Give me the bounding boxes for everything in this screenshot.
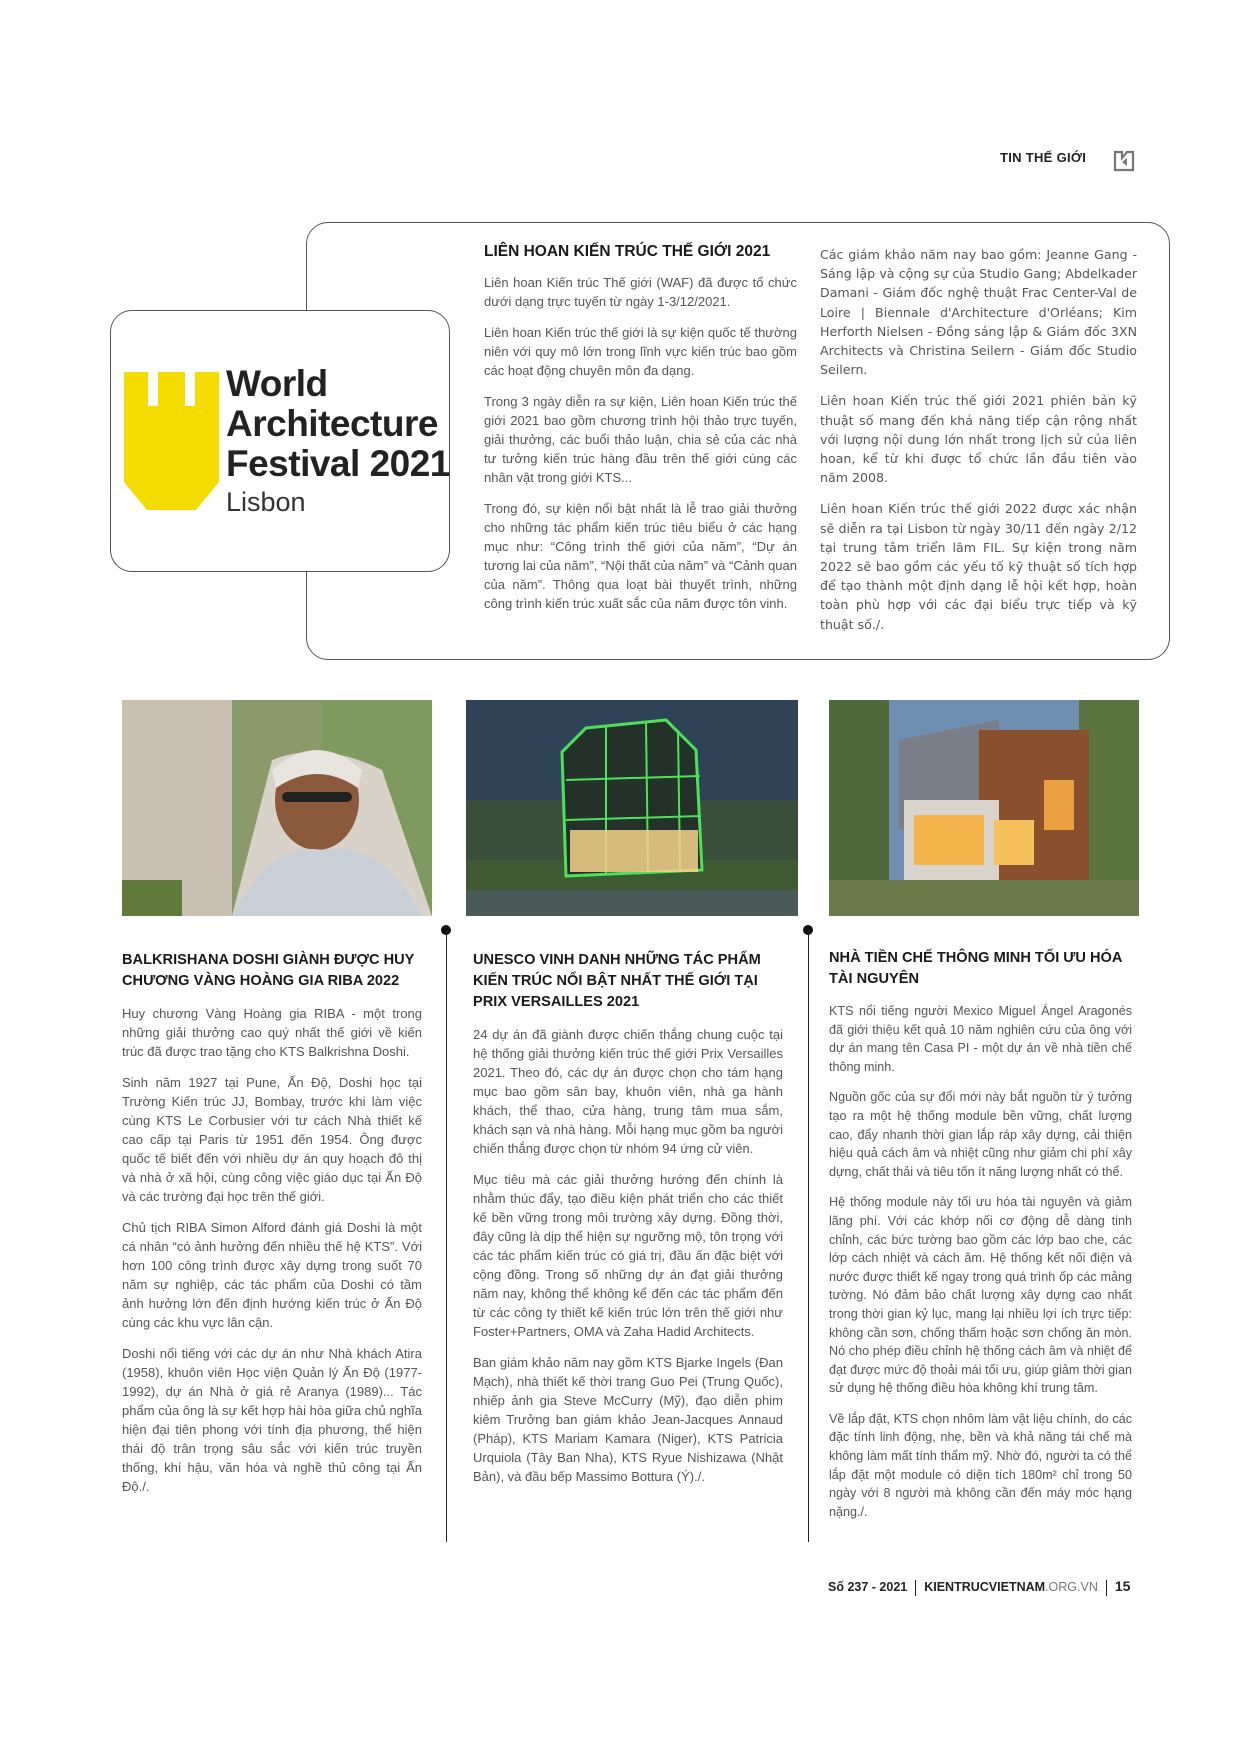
paragraph: KTS nổi tiếng người Mexico Miguel Ángel Aragonés đã giới thiệu kết quả 10 năm nghiên cứu của ông với dự án mang tên Casa PI - một dự án về nhà tiền chế thông minh. (829, 1004, 1132, 1074)
paragraph: Liên hoan Kiến trúc thế giới 2021 phiên bản kỹ thuật số mang đến khả năng tiếp cận rộng nhất với lượng nội dung lớn nhất trong lịch sử của liên hoan, kể từ khi được tổ chức lần đầu tiên vào năm 2008. (820, 393, 1137, 486)
feature-title: LIÊN HOAN KIẾN TRÚC THẾ GIỚI 2021 (484, 243, 771, 260)
paragraph: Các giám khảo năm nay bao gồm: Jeanne Gang - Sáng lập và cộng sự của Studio Gang; Abdelkader Damani - Giám đốc nghệ thuật Frac Center-Val de Loire | Biennale d'Architecture d'Orléans; Kim Herforth Nielsen - Đồng sáng lập & Giám đốc 3XN Architects và Christina Seilern - Giám đốc Studio Seilern. (820, 247, 1137, 378)
versailles-building-photo (466, 700, 798, 916)
paragraph: Liên hoan Kiến trúc Thế giới (WAF) đã được tổ chức dưới dạng trực tuyến từ ngày 1-3/12/2021. (484, 275, 797, 309)
waf-logo-mark (124, 372, 219, 510)
paragraph: Hệ thống module này tối ưu hóa tài nguyên và giảm lãng phí. Với các khớp nối cơ động dễ dàng tinh chỉnh, các bức tường bao gồm các lớp bao che, các lớp cách nhiệt và cách âm. Hệ thống kết nối điện và nước được thiết kế ngay trong quá trình ốp các mảng tường. Nó đảm bảo chất lượng xây dựng cao nhất trong thời gian kỷ lục, mang lại nhiều lợi ích trực tiếp: không cần sơn, chống thấm hoặc sơn chống ăn mòn. Nó cho phép điều chỉnh hệ thống cách âm và nhiệt để đạt được mức độ thoải mái tối ưu, giúp giảm thời gian sử dụng hệ thống điều hòa không khí trung tâm. (829, 1195, 1132, 1396)
article-title: UNESCO VINH DANH NHỮNG TÁC PHẨM KIẾN TRÚC NỔI BẬT NHẤT THẾ GIỚI TẠI PRIX VERSAILLES 2021 (473, 952, 761, 1010)
waf-logo-wordmark (226, 364, 450, 484)
feature-column-2 (820, 245, 1137, 646)
paragraph: Liên hoan Kiến trúc thế giới là sự kiện quốc tế thường niên với quy mô lớn trong lĩnh vực kiến trúc bao gồm các hoạt động chuyên môn đa dạng. (484, 325, 797, 378)
logo-line: Festival 2021 (226, 443, 450, 484)
paragraph: Liên hoan Kiến trúc thế giới 2022 được xác nhận sẽ diễn ra tại Lisbon từ ngày 30/11 đến ngày 2/12 tại trung tâm triển lãm FIL. Sự kiện trong năm 2022 sẽ bao gồm các yếu tố kỹ thuật số tích hợp để tạo thành một định dạng lễ hội kết hợp, hoàn toàn phù hợp với các đại biểu trực tiếp và kỹ thuật số./. (820, 501, 1137, 632)
site-domain: .ORG.VN (1045, 1580, 1098, 1594)
waf-logo-city: Lisbon (226, 487, 306, 517)
page-number: 15 (1114, 1578, 1131, 1594)
article-unesco (473, 950, 783, 1498)
paragraph: Trong đó, sự kiện nổi bật nhất là lễ trao giải thưởng cho những tác phẩm kiến trúc tiêu biểu ở các hạng mục như: “Công trình thế giới của năm”, “Dự án tương lai của năm”, “Nội thất của năm” và “Cảnh quan của năm”. Thông qua loạt bài thuyết trình, những công trình kiến trúc xuất sắc của năm được tôn vinh. (484, 501, 797, 611)
doshi-portrait-photo (122, 700, 432, 916)
page-footer (828, 1578, 1130, 1598)
paragraph: Huy chương Vàng Hoàng gia RIBA - một trong những giải thưởng cao quý nhất thế giới về kiến trúc đã được trao tặng cho KTS Balkrishna Doshi. (122, 1006, 422, 1059)
feature-column-1 (484, 273, 797, 625)
casa-pi-house-photo (829, 700, 1139, 916)
article-casa-pi (829, 948, 1132, 1533)
paragraph: Mục tiêu mà các giải thưởng hướng đến chính là nhằm thúc đẩy, tạo điều kiện phát triển cho các thiết kế bền vững trong môi trường xây dựng. Đồng thời, đây cũng là dịp thể hiện sự ngưỡng mộ, tôn trọng với các tác phẩm kiến trúc có giá trị, đầu ấn đặc biệt với cộng đồng. Trong số những dự án đạt giải thưởng năm nay, không thể không kể đến các tác phẩm đến từ các công ty thiết kế kiến trúc lớn trên thế giới như Foster+Partners, OMA và Zaha Hadid Architects. (473, 1172, 783, 1339)
paragraph: Trong 3 ngày diễn ra sự kiện, Liên hoan Kiến trúc thế giới 2021 bao gồm chương trình hội thảo trực tuyến, giải thưởng, các buổi thảo luận, chia sẻ của các nhà tư tưởng kiến trúc hàng đầu trên thế giới cùng các nhân vật trong giới KTS... (484, 394, 797, 485)
article-title: NHÀ TIỀN CHẾ THÔNG MINH TỐI ƯU HÓA TÀI NGUYÊN (829, 950, 1122, 987)
footer-separator (1106, 1580, 1107, 1596)
paragraph: Về lắp đặt, KTS chọn nhôm làm vật liệu chính, do các đặc tính linh động, nhẹ, bền và khả năng tái chế mà không làm mất tính thẩm mỹ. Nhờ đó, người ta có thể lắp đặt một module có diện tích 180m² chỉ trong 50 ngày với 8 người mà không cần đến máy móc hạng nặng./. (829, 1411, 1132, 1519)
paragraph: Chủ tịch RIBA Simon Alford đánh giá Doshi là một cá nhân “có ảnh hưởng đến nhiều thế hệ KTS”. Với hơn 100 công trình được xây dựng trong suốt 70 năm sự nghiệp, các tác phẩm của Doshi có tầm ảnh hưởng lớn đến định hướng kiến trúc ở Ấn Độ cùng các khu vực lân cận. (122, 1220, 422, 1330)
column-divider (446, 930, 447, 1542)
site-name: KIENTRUCVIETNAM (924, 1580, 1046, 1594)
paragraph: Nguồn gốc của sự đổi mới này bắt nguồn từ ý tưởng tạo ra một hệ thống module bền vững, chất lượng cao, đẩy nhanh thời gian lắp ráp xây dựng, cải thiện hiệu quả cách âm và nhiệt cũng như giảm chi phí xây dựng, chất thải và tiêu tốn ít năng lượng nhất có thể. (829, 1090, 1132, 1179)
logo-line: World (226, 363, 328, 404)
logo-line: Architecture (226, 403, 438, 444)
issue-number: Số 237 - 2021 (828, 1580, 908, 1594)
column-divider (808, 930, 809, 1542)
paragraph: Ban giám khảo năm nay gồm KTS Bjarke Ingels (Đan Mạch), nhà thiết kế thời trang Guo Pei (Trung Quốc), nhiếp ảnh gia Steve McCurry (Mỹ), đạo diễn phim kiêm Trưởng ban giám khảo Jean-Jacques Annaud (Pháp), KTS Mariam Kamara (Niger), KTS Patricia Urquiola (Tây Ban Nha), KTS Ryue Nishizawa (Nhật Bản), và đầu bếp Massimo Bottura (Ý)./. (473, 1355, 783, 1484)
section-tag: TIN THẾ GIỚI (1000, 150, 1087, 165)
article-body (122, 1004, 422, 1496)
article-doshi (122, 950, 422, 1508)
paragraph: Doshi nổi tiếng với các dự án như Nhà khách Atira (1958), khuôn viên Học viện Quản lý Ấn Độ (1977-1992), dự án Nhà ở giá rẻ Aranya (1989)... Tác phẩm của ông là sự kết hợp hài hòa giữa chủ nghĩa hiện đại tiên phong với tính địa phương, thể hiện thái độ trân trọng sâu sắc với kiến trúc truyền thống, khí hậu, văn hóa và nghề thủ công tại Ấn Độ./. (122, 1346, 422, 1494)
paragraph: Sinh năm 1927 tại Pune, Ấn Độ, Doshi học tại Trường Kiến trúc JJ, Bombay, trước khi làm việc cùng KTS Le Corbusier với tư cách Nhà thiết kế cao cấp tại Paris từ 1951 đến 1954. Ông được quốc tế biết đến với nhiều dự án quy hoạch đô thị và nhà ở xã hội, cùng công việc giáo dục tại Ấn Độ và các trường đại học trên thế giới. (122, 1075, 422, 1204)
article-title: BALKRISHANA DOSHI GIÀNH ĐƯỢC HUY CHƯƠNG VÀNG HOÀNG GIA RIBA 2022 (122, 952, 415, 989)
article-body (829, 1002, 1132, 1521)
article-body (473, 1025, 783, 1486)
paragraph: 24 dự án đã giành được chiến thắng chung cuộc tại hệ thống giải thưởng kiến trúc thế giới Prix Versailles 2021. Theo đó, các dự án được chọn cho tám hạng mục bao gồm sân bay, khuôn viên, nhà ga hành khách, thể thao, cửa hàng, trung tâm mua sắm, khách sạn và nhà hàng. Mỗi hạng mục gồm ba người chiến thắng được chọn từ nhóm 94 ứng cử viên. (473, 1027, 783, 1156)
kt-logo-icon (1113, 149, 1135, 173)
footer-separator (915, 1580, 916, 1596)
